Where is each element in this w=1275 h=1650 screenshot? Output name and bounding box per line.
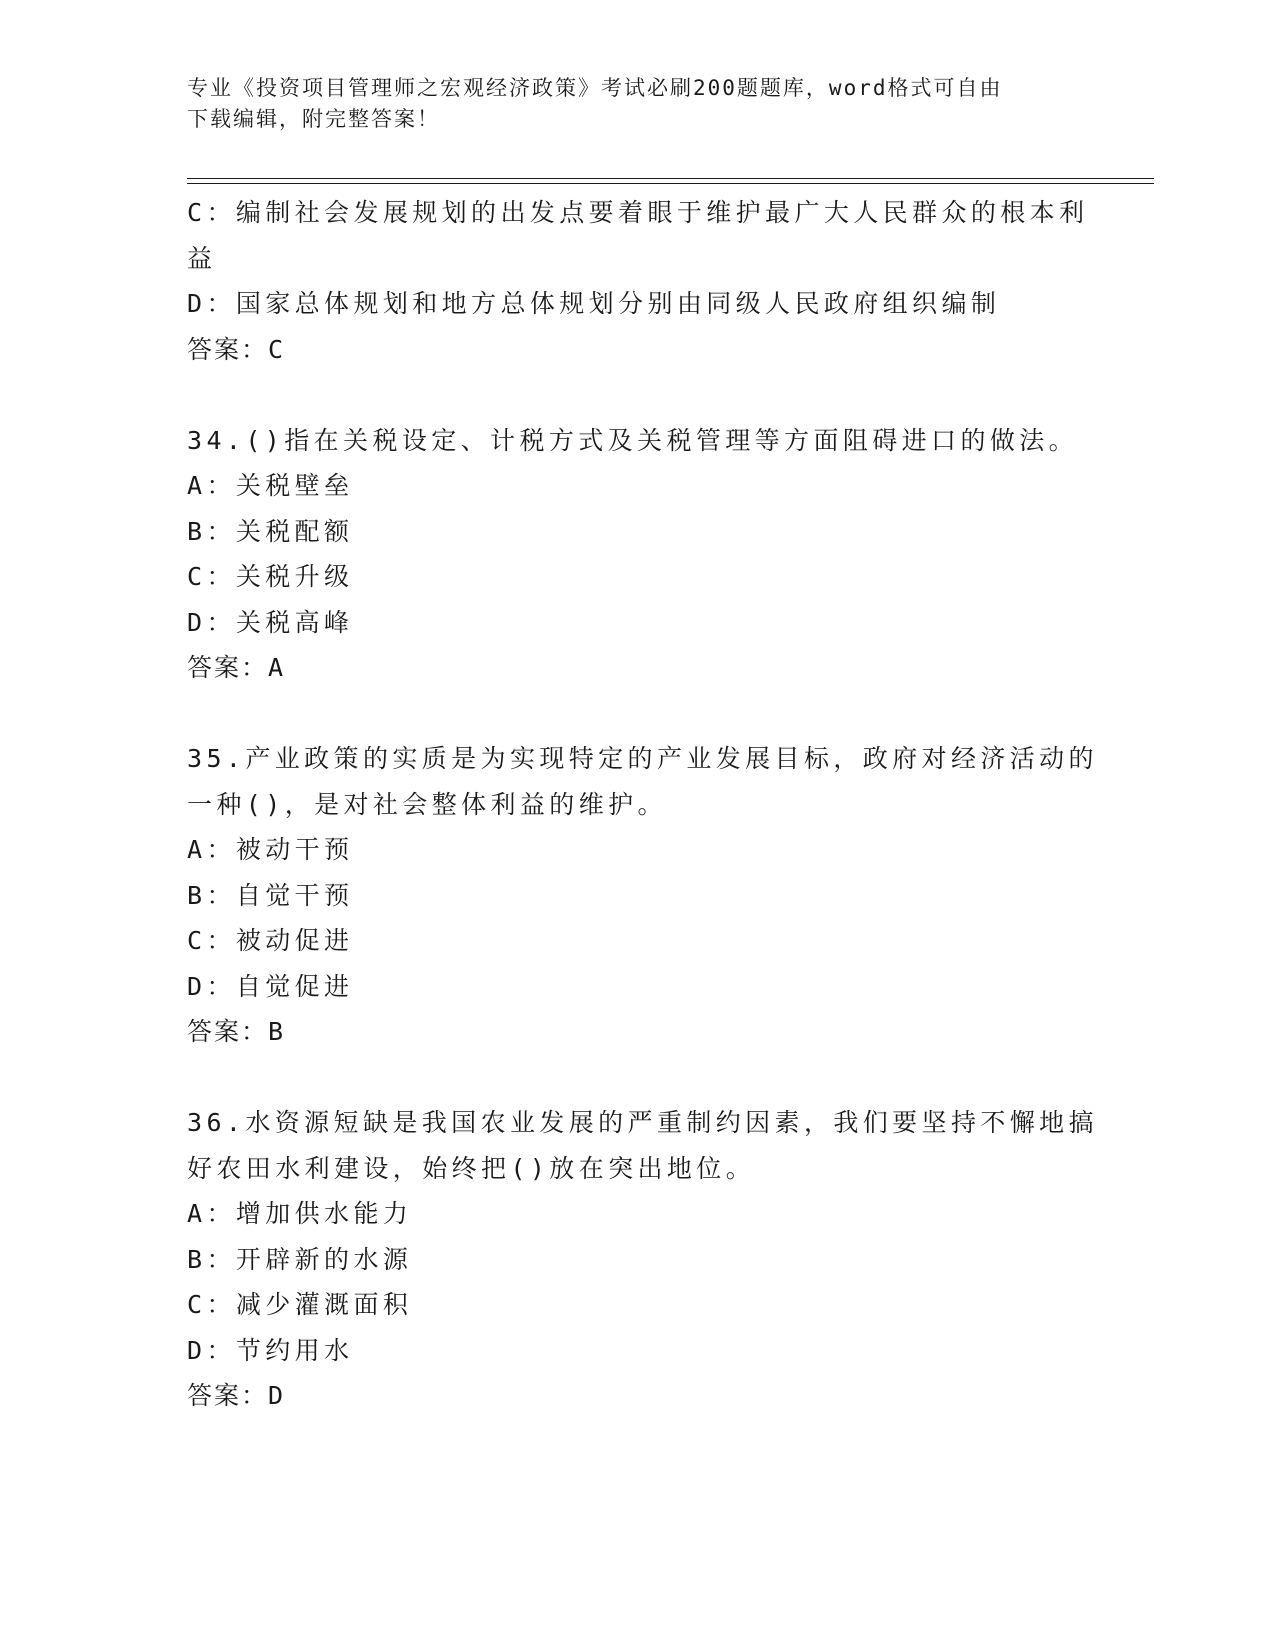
question-stem: 36.水资源短缺是我国农业发展的严重制约因素，我们要坚持不懈地搞 bbox=[187, 1108, 1098, 1137]
option-c: C：减少灌溉面积 bbox=[187, 1290, 413, 1319]
option-c: C：编制社会发展规划的出发点要着眼于维护最广大人民群众的根本利 bbox=[187, 198, 1089, 227]
header-divider-top bbox=[187, 178, 1154, 179]
question-stem: 35.产业政策的实质是为实现特定的产业发展目标，政府对经济活动的 bbox=[187, 744, 1098, 773]
header-divider-bottom bbox=[187, 183, 1154, 184]
answer-line: 答案：A bbox=[187, 653, 286, 682]
option-c: C：被动促进 bbox=[187, 926, 354, 955]
option-b: B：关税配额 bbox=[187, 516, 354, 546]
question-36 bbox=[187, 1100, 1098, 1419]
option-c-continued: 益 bbox=[187, 243, 217, 273]
spacer bbox=[187, 372, 1087, 418]
option-a: A：关税壁垒 bbox=[187, 471, 354, 500]
option-d: D：节约用水 bbox=[187, 1335, 354, 1365]
option-a: A：被动干预 bbox=[187, 835, 354, 864]
answer-line: 答案：C bbox=[187, 334, 286, 364]
spacer bbox=[187, 1055, 1087, 1101]
option-d: D：国家总体规划和地方总体规划分别由同级人民政府组织编制 bbox=[187, 289, 1001, 318]
header-line-2: 下载编辑，附完整答案！ bbox=[187, 107, 440, 131]
option-d: D：关税高峰 bbox=[187, 607, 354, 637]
answer-line: 答案：D bbox=[187, 1381, 286, 1410]
question-34 bbox=[187, 418, 1087, 691]
option-d: D：自觉促进 bbox=[187, 971, 354, 1001]
answer-line: 答案：B bbox=[187, 1017, 286, 1046]
question-content bbox=[187, 190, 1098, 1419]
question-33-continuation bbox=[187, 190, 1087, 372]
question-stem: 34.()指在关税设定、计税方式及关税管理等方面阻碍进口的做法。 bbox=[187, 425, 1079, 455]
document-header bbox=[187, 73, 1087, 135]
question-stem-continued: 好农田水利建设，始终把()放在突出地位。 bbox=[187, 1153, 756, 1183]
spacer bbox=[187, 691, 1087, 737]
question-35 bbox=[187, 736, 1098, 1055]
header-line-1: 专业《投资项目管理师之宏观经济政策》考试必刷200题题库，word格式可自由 bbox=[187, 76, 1003, 100]
option-b: B：开辟新的水源 bbox=[187, 1244, 413, 1274]
question-stem-continued: 一种()，是对社会整体利益的维护。 bbox=[187, 789, 667, 819]
option-b: B：自觉干预 bbox=[187, 880, 354, 910]
option-c: C：关税升级 bbox=[187, 562, 354, 591]
option-a: A：增加供水能力 bbox=[187, 1199, 413, 1228]
